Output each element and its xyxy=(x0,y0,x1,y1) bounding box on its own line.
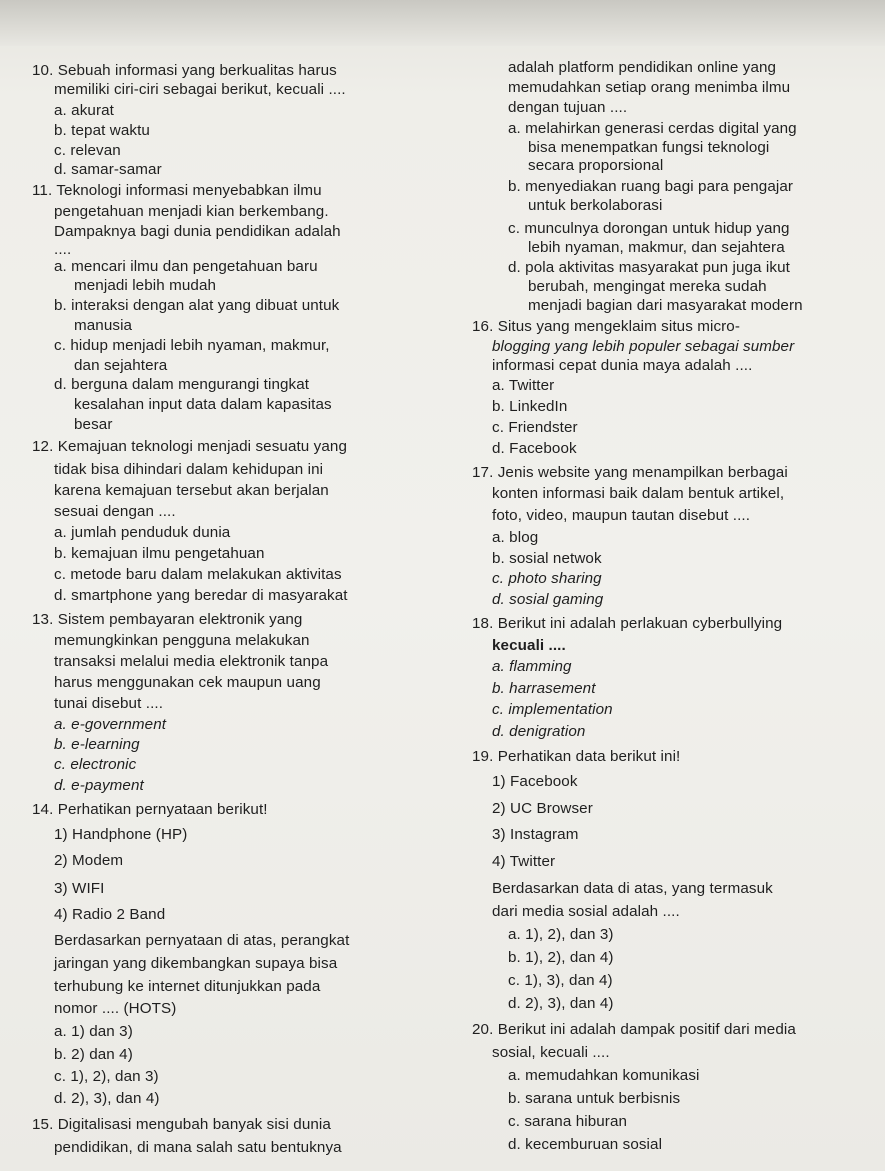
q17-stem-2: konten informasi baik dalam bentuk artikel, xyxy=(492,485,785,502)
q14-stem-5: nomor .... (HOTS) xyxy=(54,1000,177,1017)
q14-statement-3: 3) WIFI xyxy=(54,880,105,897)
q19-option-a: a. 1), 2), dan 3) xyxy=(508,926,614,943)
q10-stem-2: memiliki ciri-ciri sebagai berikut, kecuali .... xyxy=(54,81,346,98)
q20-stem: 20. Berikut ini adalah dampak positif dari media xyxy=(472,1021,796,1038)
q11-stem-3: Dampaknya bagi dunia pendidikan adalah xyxy=(54,223,341,240)
q16-option-a: a. Twitter xyxy=(492,377,555,394)
q13-stem-3: transaksi melalui media elektronik tanpa xyxy=(54,653,329,670)
q11-option-c-2: dan sejahtera xyxy=(74,357,168,374)
q12-stem: 12. Kemajuan teknologi menjadi sesuatu yang xyxy=(32,438,348,455)
q18-stem: 18. Berikut ini adalah perlakuan cyberbullying xyxy=(472,615,783,632)
left-column xyxy=(0,0,420,1171)
q19-stem: 19. Perhatikan data berikut ini! xyxy=(472,748,681,765)
q13-stem-4: harus menggunakan cek maupun uang xyxy=(54,674,321,691)
q20-option-d: d. kecemburuan sosial xyxy=(508,1136,663,1153)
q20-option-a: a. memudahkan komunikasi xyxy=(508,1067,700,1084)
q20-option-b: b. sarana untuk berbisnis xyxy=(508,1090,681,1107)
q15-option-a: a. melahirkan generasi cerdas digital yang xyxy=(508,120,797,137)
q15-stem-3: adalah platform pendidikan online yang xyxy=(508,59,777,76)
q15-stem-4: memudahkan setiap orang menimba ilmu xyxy=(508,79,791,96)
q19-option-b: b. 1), 2), dan 4) xyxy=(508,949,614,966)
q18-option-d: d. denigration xyxy=(492,723,586,740)
q15-stem-5: dengan tujuan .... xyxy=(508,99,628,116)
q19-stem-3: dari media sosial adalah .... xyxy=(492,903,680,920)
q14-stem-3: jaringan yang dikembangkan supaya bisa xyxy=(54,955,338,972)
q16-option-d: d. Facebook xyxy=(492,440,577,457)
q14-option-d: d. 2), 3), dan 4) xyxy=(54,1090,160,1107)
q13-stem: 13. Sistem pembayaran elektronik yang xyxy=(32,611,303,628)
q16-option-b: b. LinkedIn xyxy=(492,398,568,415)
q12-option-c: c. metode baru dalam melakukan aktivitas xyxy=(54,566,342,583)
q19-option-c: c. 1), 3), dan 4) xyxy=(508,972,613,989)
q20-stem-2: sosial, kecuali .... xyxy=(492,1044,610,1061)
q19-item-3: 3) Instagram xyxy=(492,826,579,843)
q17-option-d: d. sosial gaming xyxy=(492,591,604,608)
q11-option-d-2: kesalahan input data dalam kapasitas xyxy=(74,396,332,413)
q11-option-a-2: menjadi lebih mudah xyxy=(74,277,217,294)
q17-option-b: b. sosial netwok xyxy=(492,550,602,567)
q17-option-c: c. photo sharing xyxy=(492,570,602,587)
q18-option-a: a. flamming xyxy=(492,658,572,675)
q19-item-4: 4) Twitter xyxy=(492,853,556,870)
q11-option-c: c. hidup menjadi lebih nyaman, makmur, xyxy=(54,337,330,354)
q13-option-a: a. e-government xyxy=(54,716,167,733)
q16-stem-2: blogging yang lebih populer sebagai sumber xyxy=(492,338,795,355)
q15-option-c-2: lebih nyaman, makmur, dan sejahtera xyxy=(528,239,785,256)
q13-option-d: d. e-payment xyxy=(54,777,144,794)
q12-option-a: a. jumlah penduduk dunia xyxy=(54,524,231,541)
q15-option-b: b. menyediakan ruang bagi para pengajar xyxy=(508,178,794,195)
q15-stem-2: pendidikan, di mana salah satu bentuknya xyxy=(54,1139,342,1156)
q14-option-a: a. 1) dan 3) xyxy=(54,1023,133,1040)
q18-stem-2: kecuali .... xyxy=(492,637,566,654)
q15-option-d: d. pola aktivitas masyarakat pun juga ikut xyxy=(508,259,790,276)
q14-statement-2: 2) Modem xyxy=(54,852,124,869)
q15-option-c: c. munculnya dorongan untuk hidup yang xyxy=(508,220,790,237)
q17-stem-3: foto, video, maupun tautan disebut .... xyxy=(492,507,751,524)
q11-option-d-3: besar xyxy=(74,416,113,433)
q17-stem: 17. Jenis website yang menampilkan berbagai xyxy=(472,464,788,481)
q19-item-1: 1) Facebook xyxy=(492,773,578,790)
q11-stem-4: .... xyxy=(54,241,72,258)
q11-option-a: a. mencari ilmu dan pengetahuan baru xyxy=(54,258,318,275)
q11-option-b-2: manusia xyxy=(74,317,133,334)
q18-option-c: c. implementation xyxy=(492,701,613,718)
q14-stem-4: terhubung ke internet ditunjukkan pada xyxy=(54,978,321,995)
q10-option-b: b. tepat waktu xyxy=(54,122,150,139)
q15-option-a-2: bisa menempatkan fungsi teknologi xyxy=(528,139,770,156)
q19-option-d: d. 2), 3), dan 4) xyxy=(508,995,614,1012)
q17-option-a: a. blog xyxy=(492,529,539,546)
q18-option-b: b. harrasement xyxy=(492,680,596,697)
q14-stem-2: Berdasarkan pernyataan di atas, perangkat xyxy=(54,932,350,949)
q15-option-d-3: menjadi bagian dari masyarakat modern xyxy=(528,297,803,314)
q14-statement-1: 1) Handphone (HP) xyxy=(54,826,188,843)
q12-option-b: b. kemajuan ilmu pengetahuan xyxy=(54,545,265,562)
q10-stem: 10. Sebuah informasi yang berkualitas harus xyxy=(32,62,337,79)
q14-option-c: c. 1), 2), dan 3) xyxy=(54,1068,159,1085)
q12-option-d: d. smartphone yang beredar di masyarakat xyxy=(54,587,348,604)
q19-item-2: 2) UC Browser xyxy=(492,800,593,817)
q10-option-a: a. akurat xyxy=(54,102,114,119)
q15-option-b-2: untuk berkolaborasi xyxy=(528,197,663,214)
q12-stem-3: karena kemajuan tersebut akan berjalan xyxy=(54,482,329,499)
right-column xyxy=(442,0,862,1171)
q12-stem-4: sesuai dengan .... xyxy=(54,503,176,520)
q11-option-d: d. berguna dalam mengurangi tingkat xyxy=(54,376,310,393)
q15-stem: 15. Digitalisasi mengubah banyak sisi dunia xyxy=(32,1116,331,1133)
q14-stem: 14. Perhatikan pernyataan berikut! xyxy=(32,801,268,818)
q16-stem-3: informasi cepat dunia maya adalah .... xyxy=(492,357,753,374)
q20-option-c: c. sarana hiburan xyxy=(508,1113,628,1130)
q13-option-c: c. electronic xyxy=(54,756,137,773)
q11-stem-2: pengetahuan menjadi kian berkembang. xyxy=(54,203,329,220)
q13-stem-5: tunai disebut .... xyxy=(54,695,164,712)
q15-option-d-2: berubah, mengingat mereka sudah xyxy=(528,278,767,295)
q10-option-c: c. relevan xyxy=(54,142,121,159)
q11-option-b: b. interaksi dengan alat yang dibuat untuk xyxy=(54,297,340,314)
q16-stem: 16. Situs yang mengeklaim situs micro- xyxy=(472,318,740,335)
q14-option-b: b. 2) dan 4) xyxy=(54,1046,133,1063)
q13-stem-2: memungkinkan pengguna melakukan xyxy=(54,632,310,649)
q14-statement-4: 4) Radio 2 Band xyxy=(54,906,166,923)
q15-option-a-3: secara proporsional xyxy=(528,157,664,174)
q12-stem-2: tidak bisa dihindari dalam kehidupan ini xyxy=(54,461,324,478)
q10-option-d: d. samar-samar xyxy=(54,161,162,178)
q11-stem: 11. Teknologi informasi menyebabkan ilmu xyxy=(32,182,322,199)
q16-option-c: c. Friendster xyxy=(492,419,578,436)
q13-option-b: b. e-learning xyxy=(54,736,140,753)
q19-stem-2: Berdasarkan data di atas, yang termasuk xyxy=(492,880,773,897)
